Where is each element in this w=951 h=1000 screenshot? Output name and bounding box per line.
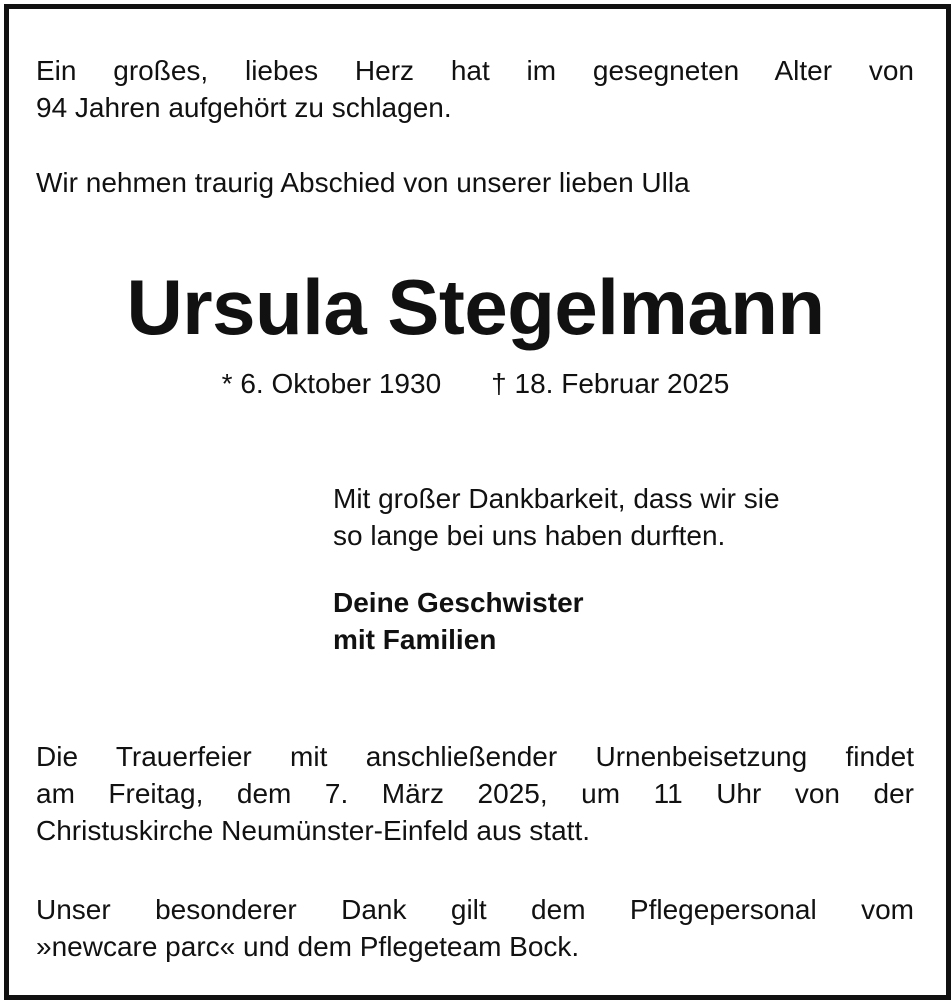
ceremony-paragraph [36, 738, 914, 849]
ceremony-line-2: am Freitag, dem 7. März 2025, um 11 Uhr von der [36, 778, 914, 809]
gratitude-paragraph [333, 480, 913, 554]
gratitude-line-1: Mit großer Dankbarkeit, dass wir sie [333, 483, 780, 514]
signature-line-2: mit Familien [333, 624, 497, 655]
ceremony-line-1: Die Trauerfeier mit anschließender Urnenbeisetzung findet [36, 741, 914, 772]
care-thanks-paragraph [36, 891, 914, 965]
signature [333, 584, 913, 658]
ceremony-line-3: Christuskirche Neumünster-Einfeld aus statt. [36, 815, 590, 846]
intro-paragraph [36, 52, 914, 126]
gratitude-line-2: so lange bei uns haben durften. [333, 520, 726, 551]
deceased-name: Ursula Stegelmann [126, 263, 825, 351]
farewell-text: Wir nehmen traurig Abschied von unserer lieben Ulla [36, 167, 690, 198]
death-date: † 18. Februar 2025 [491, 368, 730, 399]
life-dates [0, 365, 951, 402]
intro-line-1: Ein großes, liebes Herz hat im gesegneten Alter von [36, 55, 914, 86]
birth-date: * 6. Oktober 1930 [221, 368, 442, 399]
care-thanks-line-1: Unser besonderer Dank gilt dem Pflegepersonal vom [36, 894, 914, 925]
intro-line-2: 94 Jahren aufgehört zu schlagen. [36, 92, 452, 123]
signature-line-1: Deine Geschwister [333, 587, 584, 618]
care-thanks-line-2: »newcare parc« und dem Pflegeteam Bock. [36, 931, 580, 962]
